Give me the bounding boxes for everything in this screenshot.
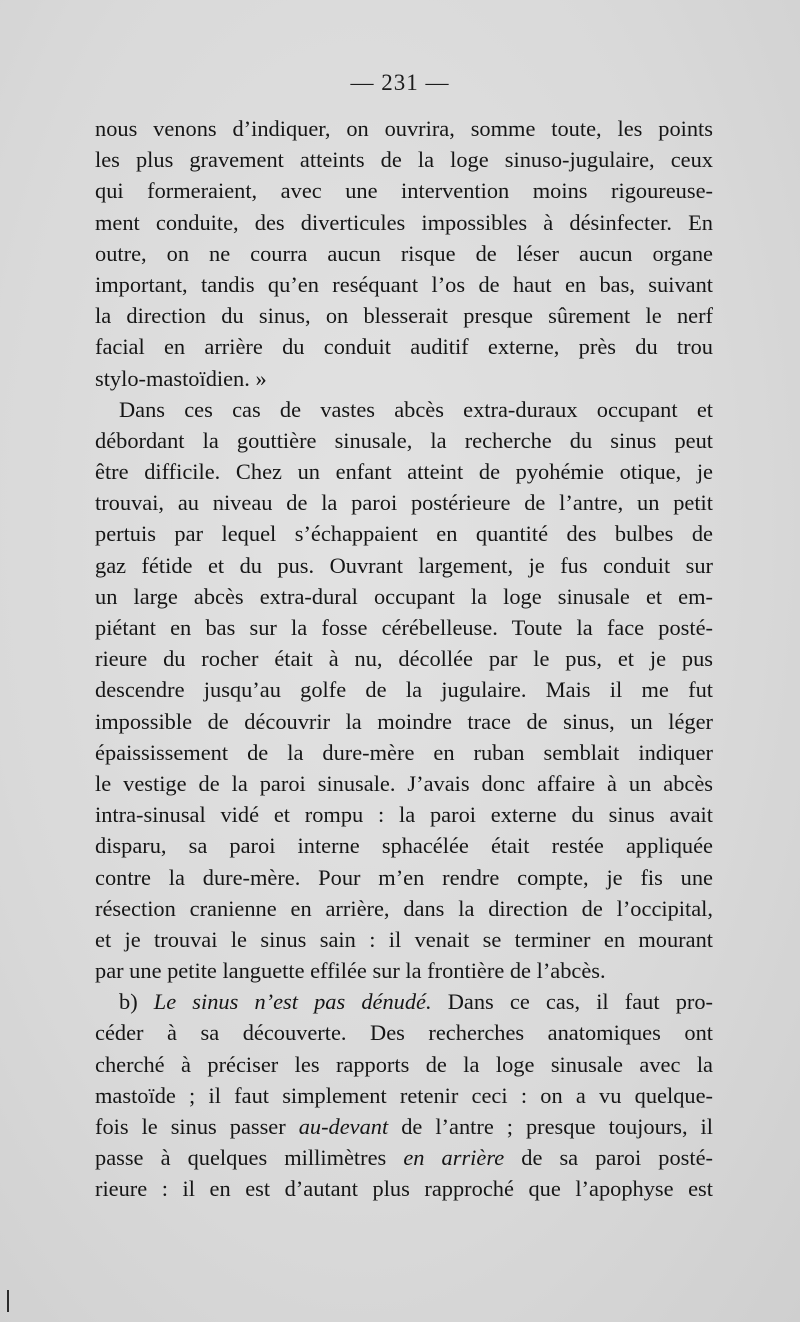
text-segment: passe à quelques millimètres: [95, 1145, 404, 1171]
text-line: intra-sinusal vidé et rompu : la paroi externe du sinus avait: [95, 802, 713, 828]
italic-text: Le sinus n’est pas dénudé.: [153, 989, 432, 1015]
text-line: descendre jusqu’au golfe de la jugulaire. Mais il me fut: [95, 677, 713, 703]
text-line: outre, on ne courra aucun risque de léser aucun organe: [95, 240, 713, 266]
text-line: la direction du sinus, on blesserait presque sûrement le nerf: [95, 303, 713, 329]
text-line: important, tandis qu’en reséquant l’os de haut en bas, suivant: [95, 271, 713, 297]
text-line: [95, 1142, 713, 1173]
text-segment: b): [119, 989, 154, 1015]
margin-mark: [7, 1290, 9, 1312]
text-line: les plus gravement atteints de la loge sinuso-jugulaire, ceux: [95, 147, 713, 173]
italic-text: au-devant: [298, 1114, 389, 1139]
text-line: gaz fétide et du pus. Ouvrant largement, je fus conduit sur: [95, 552, 713, 578]
text-segment: de sa paroi posté-: [504, 1145, 714, 1171]
text-line: piétant en bas sur la fosse cérébelleuse. Toute la face posté-: [95, 615, 713, 640]
text-line: un large abcès extra-dural occupant la loge sinusale et em-: [95, 583, 713, 609]
text-line: facial en arrière du conduit auditif externe, près du trou: [95, 334, 713, 360]
text-line: rieure du rocher était à nu, décollée par le pus, et je pus: [95, 646, 713, 672]
text-line: résection cranienne en arrière, dans la direction de l’occipital,: [95, 895, 713, 921]
text-segment: fois le sinus passer: [95, 1114, 299, 1139]
text-line: débordant la gouttière sinusale, la recherche du sinus peut: [95, 427, 713, 453]
text-line: par une petite languette effilée sur la frontière de l’abcès.: [95, 958, 606, 984]
text-line: être difficile. Chez un enfant atteint de pyohémie otique, je: [95, 459, 713, 485]
text-line: disparu, sa paroi interne sphacélée était restée appliquée: [95, 833, 713, 859]
text-line: impossible de découvrir la moindre trace de sinus, un léger: [95, 708, 713, 734]
text-line: rieure : il en est d’autant plus rapproché que l’apophyse est: [95, 1176, 713, 1202]
text-line: et je trouvai le sinus sain : il venait se terminer en mourant: [95, 926, 713, 952]
text-line: contre la dure-mère. Pour m’en rendre compte, je fis une: [95, 864, 713, 890]
text-line: qui formeraient, avec une intervention moins rigoureuse-: [95, 178, 713, 204]
text-line: trouvai, au niveau de la paroi postérieure de l’antre, un petit: [95, 490, 713, 516]
text-line: mastoïde ; il faut simplement retenir ceci : on a vu quelque-: [95, 1082, 713, 1108]
text-line: cherché à préciser les rapports de la loge sinusale avec la: [95, 1051, 713, 1077]
page-number: — 231 —: [350, 70, 450, 95]
body-text: [95, 113, 713, 1205]
text-line: stylo-mastoïdien. »: [95, 365, 267, 391]
text-segment: Dans ce cas, il faut pro-: [431, 989, 714, 1015]
text-line: céder à sa découverte. Des recherches anatomiques ont: [95, 1020, 713, 1046]
text-line: Dans ces cas de vastes abcès extra-duraux occupant et: [119, 396, 713, 422]
text-line: [95, 986, 713, 1017]
text-line: ment conduite, des diverticules impossibles à désinfecter. En: [95, 209, 713, 235]
text-line: [95, 1111, 713, 1142]
text-line: épaississement de la dure-mère en ruban semblait indiquer: [95, 739, 713, 765]
italic-text: en arrière: [403, 1145, 505, 1171]
text-line: nous venons d’indiquer, on ouvrira, somme toute, les points: [95, 116, 713, 141]
text-line: pertuis par lequel s’échappaient en quantité des bulbes de: [95, 521, 713, 547]
text-line: le vestige de la paroi sinusale. J’avais donc affaire à un abcès: [95, 770, 713, 796]
text-segment: de l’antre ; presque toujours, il: [388, 1114, 713, 1139]
